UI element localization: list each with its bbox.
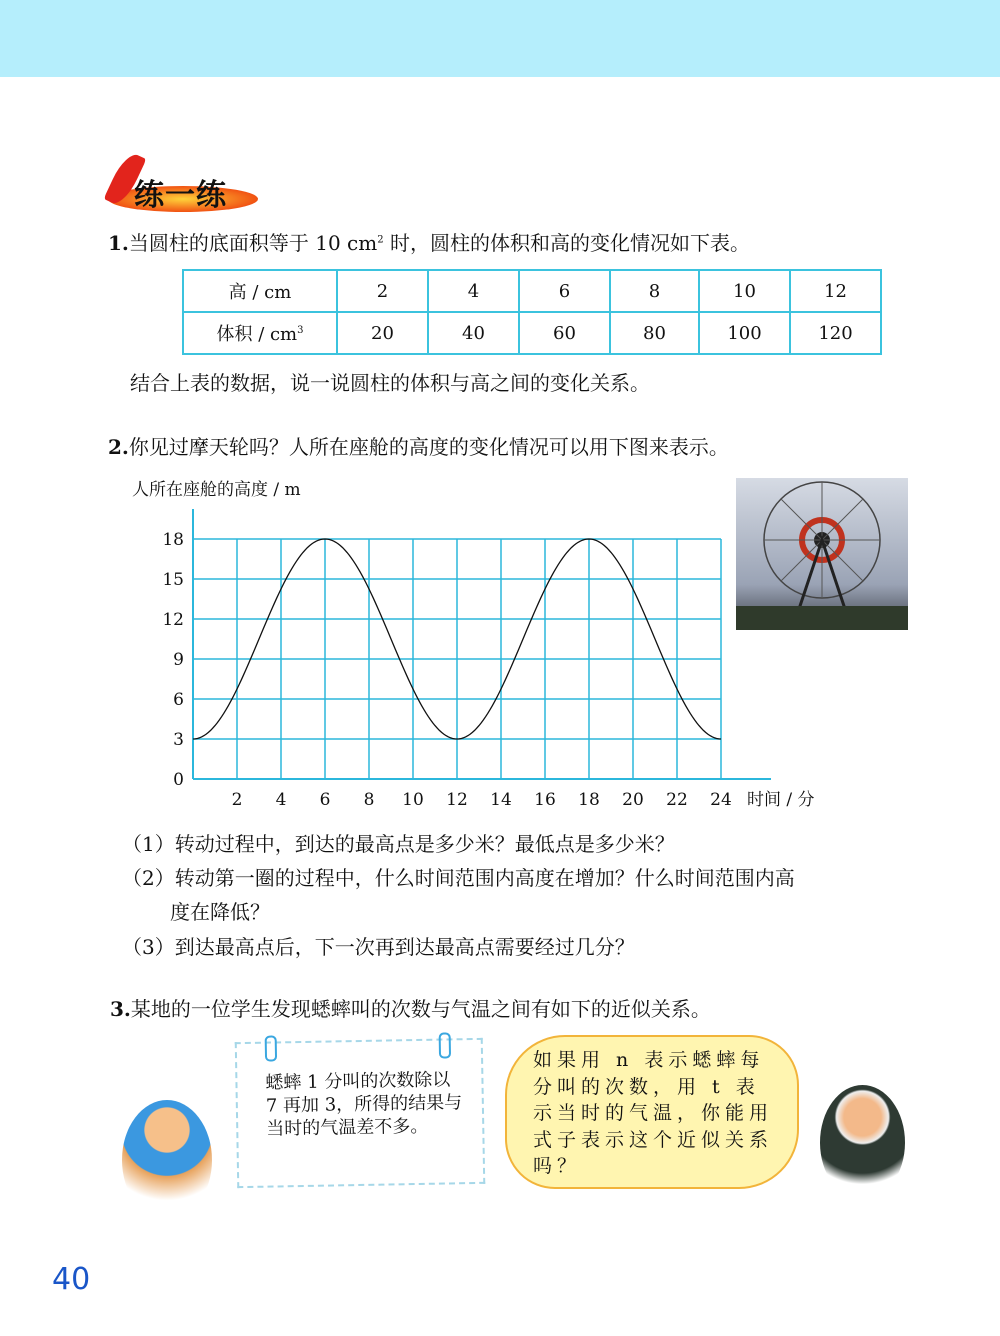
table-cell: 80 [610, 312, 699, 354]
y-tick-label: 15 [162, 570, 184, 590]
row-label [183, 312, 337, 354]
boy-illustration [122, 1100, 212, 1220]
section-badge [108, 150, 260, 216]
y-axis-label: 人所在座舱的高度 / m [132, 480, 301, 500]
ferris-wheel-chart [120, 475, 840, 815]
q2-sub-2-cont: 度在降低？ [170, 900, 270, 924]
x-tick-label: 12 [446, 790, 468, 810]
q2-text: 你见过摩天轮吗？人所在座舱的高度的变化情况可以用下图来表示。 [128, 435, 729, 459]
x-tick-label: 18 [578, 790, 600, 810]
row-label: 高 / cm [183, 270, 337, 312]
ferris-wheel-icon [736, 478, 908, 630]
volume-height-table [182, 269, 882, 355]
table-cell: 8 [610, 270, 699, 312]
note-text: 蟋蟀 1 分叫的次数除以 7 再加 3，所得的结果与当时的气温差不多。 [265, 1069, 463, 1140]
x-tick-label: 4 [275, 790, 287, 810]
row-label-text: 体积 / cm [216, 324, 298, 345]
x-tick-label: 14 [490, 790, 512, 810]
paperclip-icon [265, 1035, 277, 1061]
table-cell: 120 [790, 312, 881, 354]
paperclip-icon [439, 1032, 451, 1058]
table-row [183, 270, 881, 312]
y-tick-label: 3 [173, 730, 184, 750]
table-cell: 4 [428, 270, 519, 312]
table-cell: 40 [428, 312, 519, 354]
x-tick-label: 24 [710, 790, 732, 810]
x-tick-label: 2 [231, 790, 243, 810]
table-cell: 2 [337, 270, 428, 312]
note-card [235, 1038, 486, 1188]
page-number: 40 [52, 1262, 91, 1297]
row-label-sup: 3 [297, 325, 304, 336]
q1-number: 1. [108, 231, 129, 255]
question-1 [108, 227, 750, 256]
q2-sub-2: （2）转动第一圈的过程中，什么时间范围内高度在增加？什么时间范围内高 [122, 866, 795, 890]
y-tick-label: 18 [162, 530, 184, 550]
x-tick-label: 22 [666, 790, 688, 810]
header-band [0, 0, 1000, 77]
x-tick-label: 8 [363, 790, 375, 810]
y-tick-label: 12 [162, 610, 184, 630]
section-title: 练一练 [134, 178, 227, 213]
y-tick-label: 9 [173, 650, 184, 670]
bubble-text: 如果用 n 表示蟋蟀每分叫的次数，用 t 表示当时的气温，你能用式子表示这个近似关系吗？ [533, 1049, 774, 1177]
q1-text-b: 时，圆柱的体积和高的变化情况如下表。 [383, 231, 750, 255]
q3-number: 3. [110, 997, 131, 1021]
x-tick-label: 6 [319, 790, 331, 810]
question-3 [110, 993, 711, 1022]
q2-number: 2. [108, 435, 129, 459]
table-cell: 10 [699, 270, 790, 312]
table-cell: 100 [699, 312, 790, 354]
teacher-illustration [820, 1085, 905, 1200]
table-cell: 60 [519, 312, 610, 354]
q1-text: 当圆柱的底面积等于 10 cm [128, 231, 378, 255]
y-tick-label: 6 [173, 690, 184, 710]
q2-sub-1: （1）转动过程中，到达的最高点是多少米？最低点是多少米？ [122, 832, 675, 856]
table-cell: 12 [790, 270, 881, 312]
x-tick-label: 10 [402, 790, 424, 810]
q1-prompt: 结合上表的数据，说一说圆柱的体积与高之间的变化关系。 [130, 371, 650, 395]
question-2 [108, 431, 729, 460]
q1-sup: 2 [377, 234, 384, 246]
table-row [183, 312, 881, 354]
y-tick-label: 0 [173, 770, 184, 790]
x-tick-label: 20 [622, 790, 644, 810]
table-cell: 20 [337, 312, 428, 354]
ferris-wheel-photo [736, 478, 908, 630]
q2-sub-3: （3）到达最高点后，下一次再到达最高点需要经过几分？ [122, 935, 635, 959]
x-axis-label: 时间 / 分 [747, 790, 815, 810]
x-tick-label: 16 [534, 790, 556, 810]
q3-text: 某地的一位学生发现蟋蟀叫的次数与气温之间有如下的近似关系。 [130, 997, 711, 1021]
speech-bubble [505, 1035, 799, 1189]
table-cell: 6 [519, 270, 610, 312]
